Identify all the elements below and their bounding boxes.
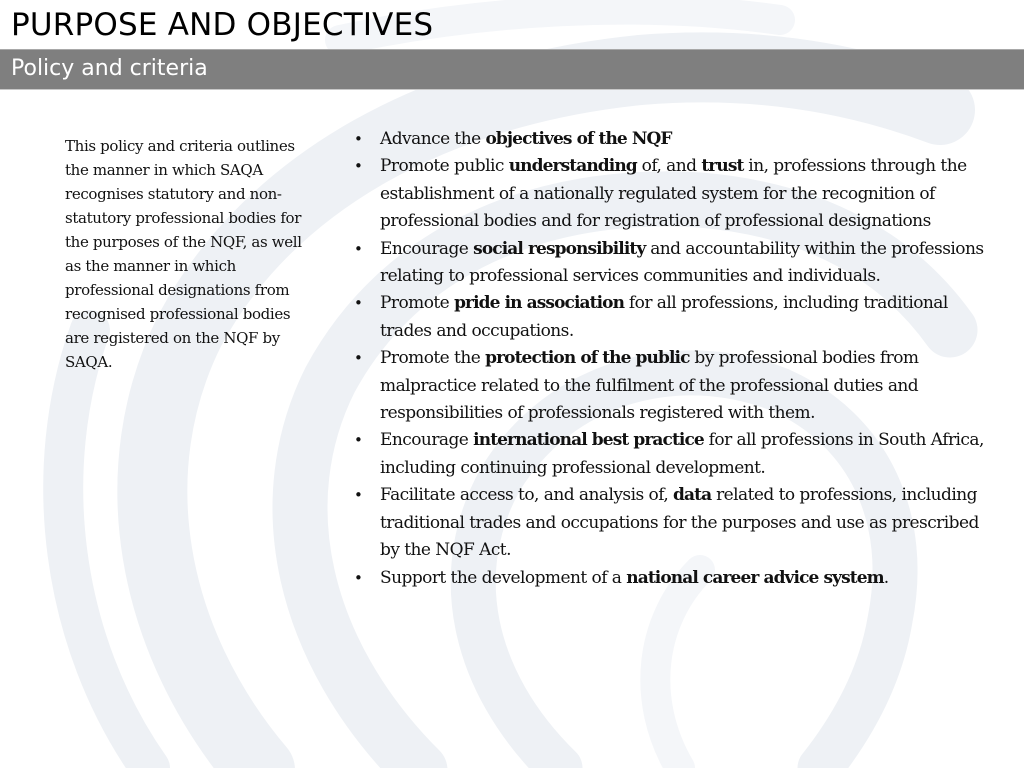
objective-item: • Facilitate access to, and analysis of, data related to professions, including traditional trades and occupations for the purposes and use as prescribed by the NQF Act. [354, 482, 994, 564]
objective-keyword: trust [701, 156, 744, 177]
objective-keyword: pride in association [454, 293, 625, 314]
slide-subtitle: Policy and criteria [11, 56, 208, 81]
bullet-icon: • [354, 239, 363, 258]
objective-keyword: protection of the public [485, 348, 690, 369]
subtitle-bar [0, 49, 1024, 90]
objective-item: • Encourage social responsibility and accountability within the professions relating to professional services communities and individuals. [354, 236, 994, 291]
objective-item: • Support the development of a national career advice system. [354, 565, 994, 592]
objective-item: • Promote pride in association for all professions, including traditional trades and occupations. [354, 290, 994, 345]
intro-paragraph: This policy and criteria outlines the manner in which SAQA recognises statutory and non-statutory professional bodies for the purposes of the NQF, as well as the manner in which professional designations from recognised professional bodies are registered on the NQF by SAQA. [65, 137, 302, 371]
slide-title: PURPOSE AND OBJECTIVES [11, 7, 434, 43]
bullet-icon: • [354, 431, 363, 450]
objective-item: • Encourage international best practice for all professions in South Africa, including continuing professional development. [354, 427, 994, 482]
bullet-icon: • [354, 157, 363, 176]
objective-keyword: understanding [508, 156, 637, 177]
objective-keyword: objectives of the NQF [485, 129, 672, 149]
objective-item: • Promote public understanding of, and trust in, professions through the establishment of a nationally regulated system for the recognition of professional bodies and for registration of professional designations [354, 153, 994, 235]
objective-keyword: international best practice [473, 430, 704, 451]
objective-item: • Advance the objectives of the NQF [354, 126, 994, 153]
objective-keyword: data [673, 485, 712, 506]
bullet-icon: • [354, 294, 363, 313]
objective-item: • Promote the protection of the public by professional bodies from malpractice related to the fulfilment of the professional duties and responsibilities of professionals registered with them. [354, 345, 994, 427]
objective-keyword: national career advice system [626, 567, 884, 588]
objective-keyword: social responsibility [473, 238, 646, 259]
objectives-list [354, 126, 994, 592]
bullet-icon: • [354, 130, 363, 148]
bullet-icon: • [354, 349, 363, 368]
bullet-icon: • [354, 568, 363, 587]
bullet-icon: • [354, 486, 363, 505]
